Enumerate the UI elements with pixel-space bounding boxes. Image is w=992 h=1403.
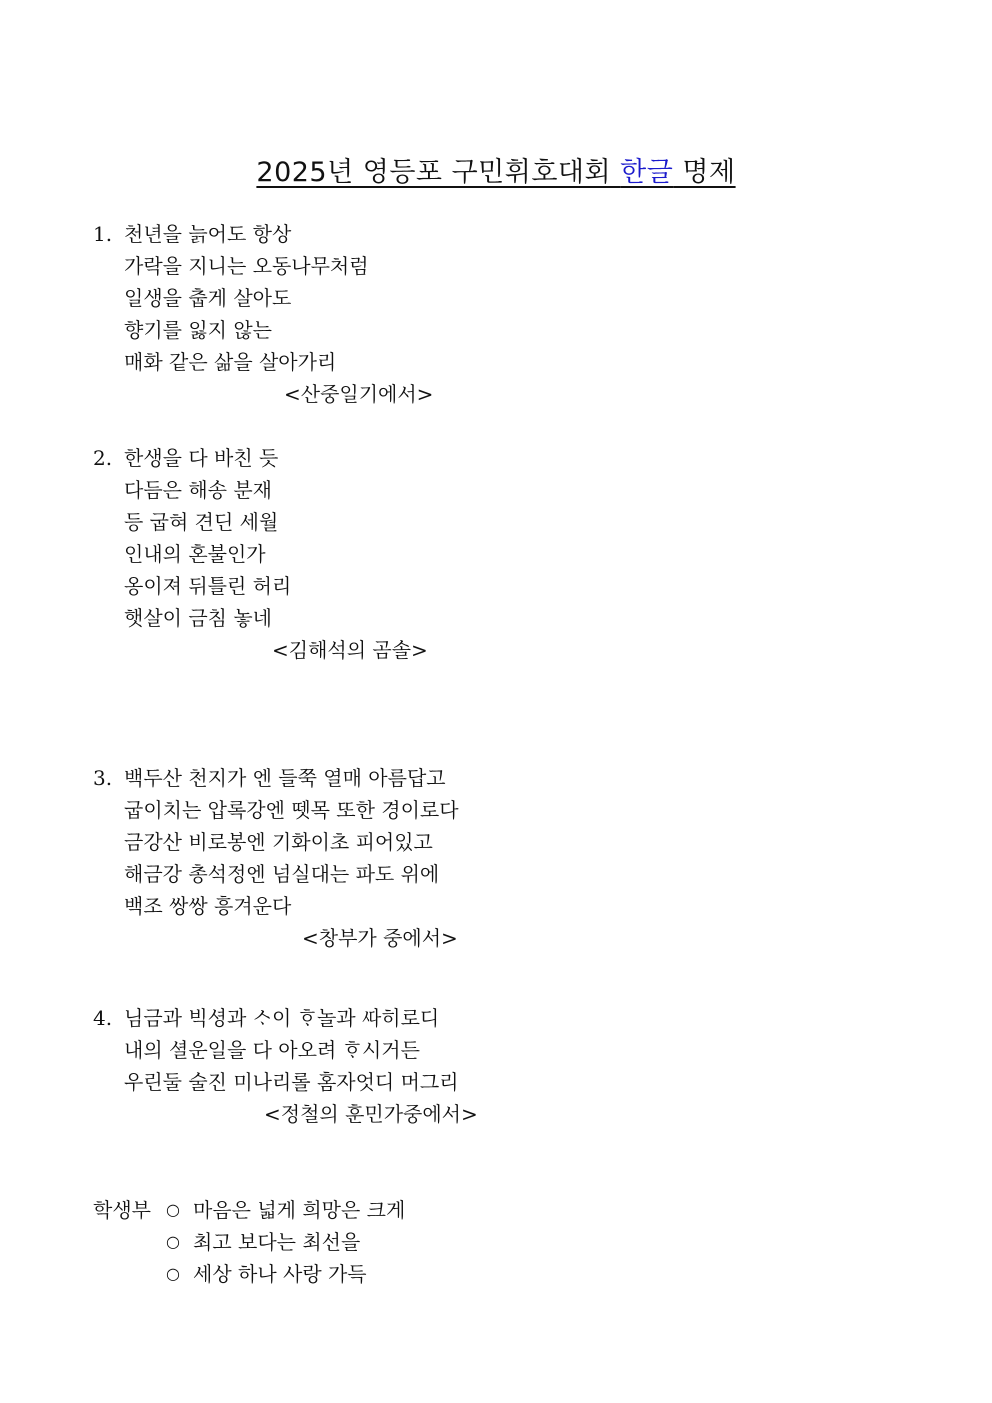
poem-source: <정철의 훈민가중에서> (264, 1102, 478, 1126)
student-item: 세상 하나 사랑 가득 (193, 1262, 367, 1286)
student-label: 학생부 (93, 1198, 151, 1222)
poem-source: <창부가 중에서> (302, 926, 458, 950)
bullet-icon: ○ (166, 1264, 180, 1283)
bullet-icon: ○ (166, 1200, 180, 1219)
poem-line: 옹이져 뒤틀린 허리 (124, 574, 292, 598)
title-highlight: 한글 (620, 157, 674, 188)
poem-line: 햇살이 금침 놓네 (124, 606, 272, 630)
poem-line: 다듬은 해송 분재 (124, 478, 272, 502)
student-item: 마음은 넓게 희망은 크게 (193, 1198, 406, 1222)
poem-line: 한생을 다 바친 듯 (124, 446, 279, 470)
poem-number: 1. (93, 222, 113, 246)
poem-line: 향기를 잃지 않는 (124, 318, 272, 342)
poem-line: 해금강 총석정엔 넘실대는 파도 위에 (124, 862, 440, 886)
poem-line: 내의 셜운일을 다 아오려 ᄒᆞ시거든 (124, 1038, 420, 1062)
poem-source: <산중일기에서> (284, 382, 434, 406)
poem-line: 일생을 춥게 살아도 (124, 286, 292, 310)
poem-number: 2. (93, 446, 113, 470)
poem-line: 백조 쌍쌍 흥겨운다 (124, 894, 292, 918)
bullet-icon: ○ (166, 1232, 180, 1251)
poem-line: 우린둘 술진 미나리롤 홈자엇디 머그리 (124, 1070, 459, 1094)
title-text (256, 157, 735, 188)
title-part2: 명제 (673, 157, 736, 188)
poem-line: 가락을 지니는 오동나무처럼 (124, 254, 369, 278)
poem-line: 백두산 천지가 엔 들쭉 열매 아름답고 (124, 766, 446, 790)
poem-number: 4. (93, 1006, 113, 1030)
poem-source: <김해석의 곰솔> (272, 638, 428, 662)
poem-line: 굽이치는 압록강엔 뗏목 또한 경이로다 (124, 798, 459, 822)
title-part1: 2025년 영등포 구민휘호대회 (256, 157, 621, 188)
poem-line: 천년을 늙어도 항상 (124, 222, 292, 246)
poem-line: 금강산 비로봉엔 기화이초 피어있고 (124, 830, 433, 854)
poem-line: 님금과 빅셩과 ᄉᆞ이 ᄒᆞ놀과 ᄯᅡ히로디 (124, 1006, 440, 1030)
student-item: 최고 보다는 최선을 (193, 1230, 361, 1254)
poem-line: 인내의 혼불인가 (124, 542, 266, 566)
document-title (0, 155, 992, 191)
poem-line: 등 굽혀 견딘 세월 (124, 510, 279, 534)
poem-number: 3. (93, 766, 113, 790)
poem-line: 매화 같은 삶을 살아가리 (124, 350, 337, 374)
